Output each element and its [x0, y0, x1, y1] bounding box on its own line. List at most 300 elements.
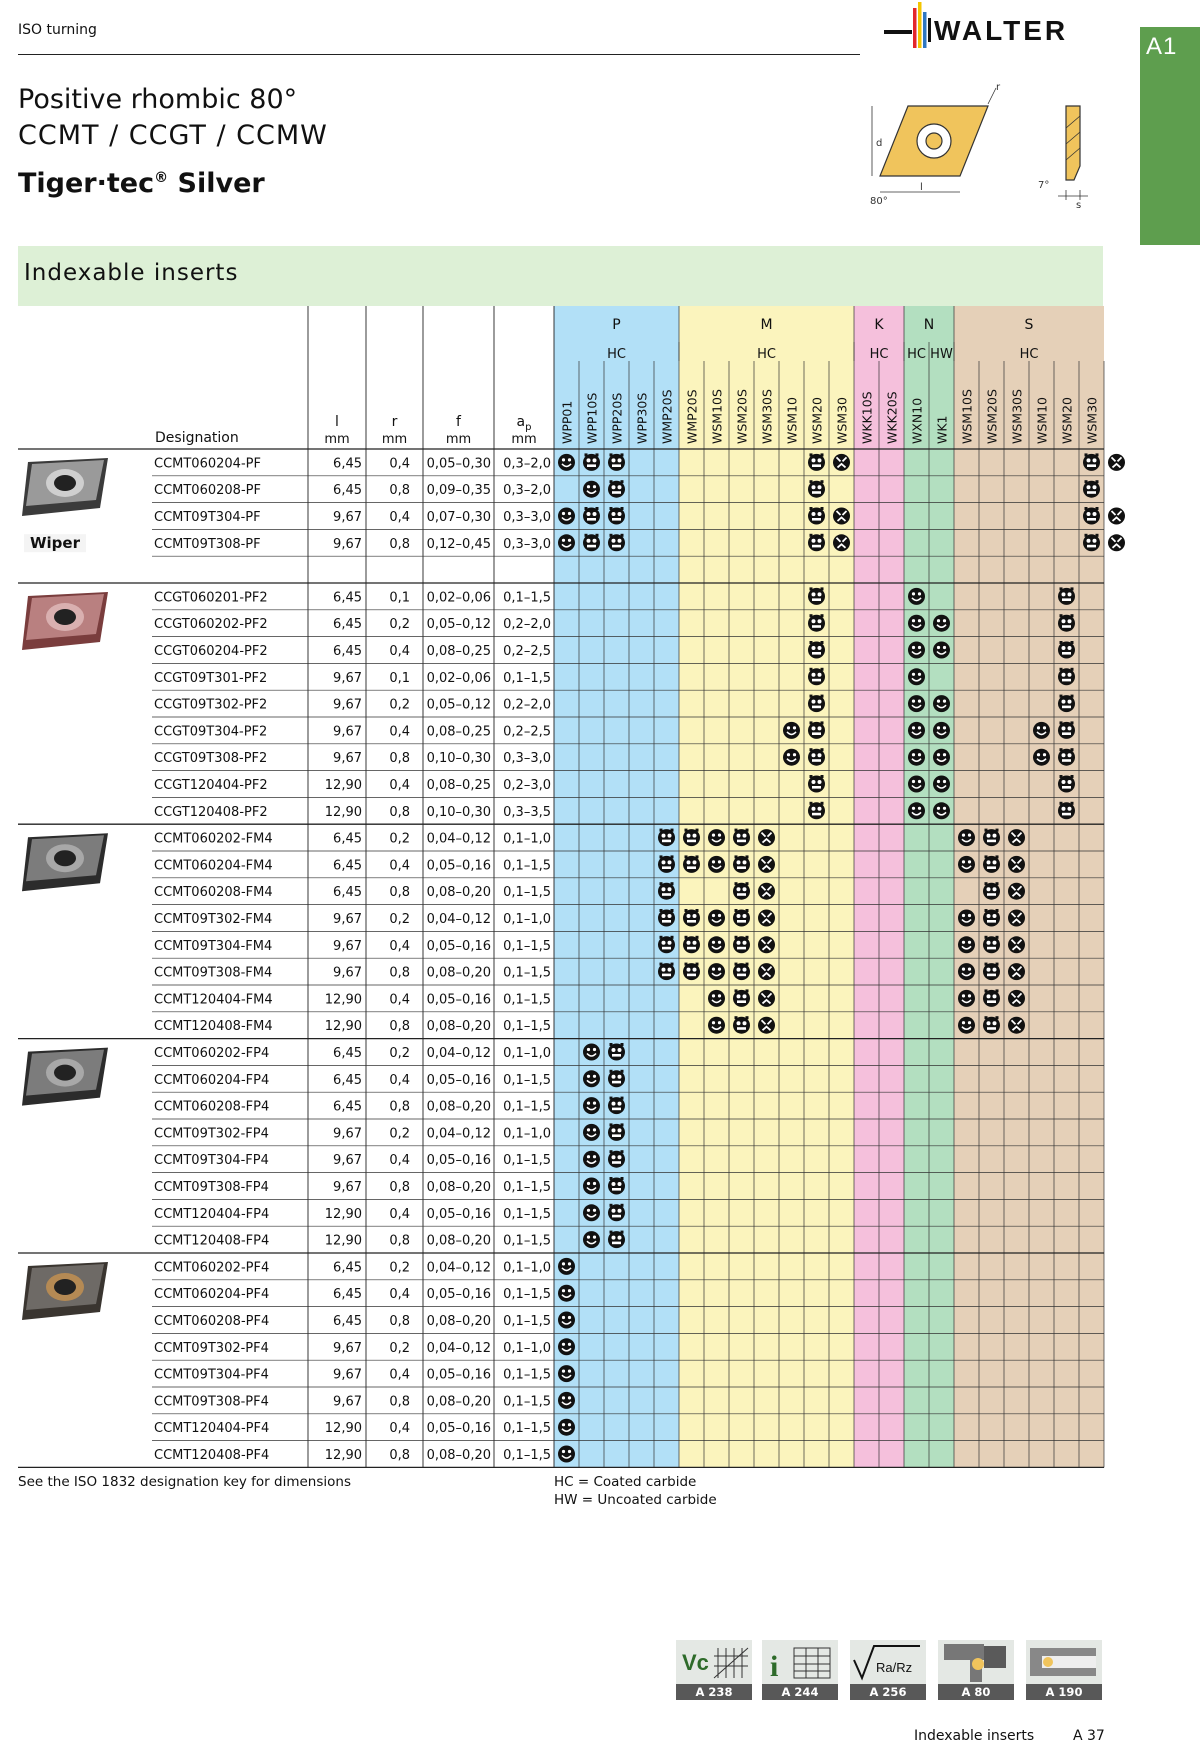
marker-eye — [737, 941, 741, 945]
dim-r-value: 0,4 — [389, 724, 410, 740]
dim-f-value: 0,04–0,12 — [426, 831, 491, 847]
marker-eye — [562, 1423, 565, 1426]
dim-r-value: 0,2 — [389, 1340, 410, 1356]
marker-disc — [933, 802, 950, 819]
insert-designation: CCMT09T308-FP4 — [154, 1180, 269, 1195]
marker-mouth — [612, 1054, 621, 1057]
marker-disc — [1058, 749, 1075, 766]
grade-primary-icon — [708, 936, 725, 953]
marker-disc — [1033, 749, 1050, 766]
marker-eye — [1037, 726, 1040, 729]
marker-eye — [662, 941, 666, 945]
marker-eye — [987, 994, 991, 998]
marker-disc — [708, 1017, 725, 1034]
dim-ap-value: 0,1–1,5 — [503, 1099, 551, 1115]
marker-eye — [612, 1102, 616, 1106]
marker-disc — [758, 990, 775, 1007]
insert-designation: CCGT09T302-PF2 — [154, 697, 268, 713]
dim-ap-value: 0,3–3,0 — [503, 751, 551, 767]
marker-ear — [735, 855, 738, 858]
marker-ear — [996, 1016, 999, 1019]
marker-eye — [912, 592, 915, 595]
marker-ear — [810, 695, 813, 698]
marker-eye — [993, 860, 997, 864]
insert-hole — [54, 850, 76, 866]
boring-bar-icon[interactable] — [1026, 1640, 1102, 1700]
marker-ear — [821, 721, 824, 724]
marker-ear — [746, 963, 749, 966]
marker-eye — [618, 458, 622, 462]
marker-disc — [958, 829, 975, 846]
marker-ear — [810, 721, 813, 724]
marker-disc — [1108, 454, 1125, 471]
grade-primary-icon — [583, 1178, 600, 1195]
marker-eye — [912, 726, 915, 729]
grade-secondary-icon — [808, 614, 825, 632]
grade-name: WSM20 — [809, 397, 825, 444]
marker-disc — [958, 963, 975, 980]
marker-mouth — [612, 1215, 621, 1218]
insert-designation: CCMT060204-PF — [154, 456, 261, 472]
marker-mouth — [1087, 545, 1096, 548]
marker-ear — [821, 587, 824, 590]
marker-ear — [610, 1043, 613, 1046]
marker-eye — [562, 1450, 565, 1453]
marker-disc — [733, 883, 750, 900]
dim-l-value: 9,67 — [333, 536, 362, 552]
marker-mouth — [812, 625, 821, 628]
marker-ear — [821, 614, 824, 617]
marker-disc — [658, 910, 675, 927]
marker-eye — [818, 673, 822, 677]
marker-mouth — [587, 464, 596, 467]
marker-eye — [818, 458, 822, 462]
grade-primary-icon — [558, 1338, 575, 1355]
marker-disc — [983, 990, 1000, 1007]
marker-eye — [593, 1236, 596, 1239]
grade-primary-icon — [558, 1365, 575, 1382]
marker-disc — [608, 534, 625, 551]
dim-ap-value: 0,3–2,0 — [503, 456, 551, 472]
grade-primary-icon — [783, 722, 800, 739]
marker-eye — [693, 968, 697, 972]
grade-secondary-icon — [683, 936, 700, 954]
marker-ear — [821, 534, 824, 537]
dim-r-value: 0,8 — [389, 1394, 410, 1410]
insert-designation: CCMT120408-FM4 — [154, 1019, 273, 1035]
marker-mouth — [612, 464, 621, 467]
marker-eye — [662, 834, 666, 838]
insert-designation: CCMT120404-FP4 — [154, 1206, 270, 1222]
marker-ear — [696, 963, 699, 966]
marker-eye — [712, 914, 715, 917]
dim-ap-value: 0,3–3,5 — [503, 804, 551, 820]
insert-photo-ccmt-fp4 — [22, 1048, 108, 1106]
marker-ear — [696, 855, 699, 858]
grade-primary-icon — [583, 1151, 600, 1168]
insert-photo-ccmt-pf4 — [22, 1262, 108, 1320]
marker-eye — [562, 512, 565, 515]
marker-eye — [918, 592, 921, 595]
grade-name: WPP30S — [634, 392, 650, 444]
marker-mouth — [737, 947, 746, 950]
marker-eye — [562, 1316, 565, 1319]
marker-ear — [1085, 453, 1088, 456]
grade-secondary-icon — [583, 453, 600, 471]
dim-r-value: 0,8 — [389, 751, 410, 767]
dim-l-value: 6,45 — [333, 617, 362, 633]
insert-hole — [54, 475, 76, 491]
grade-column-bg — [954, 306, 979, 1467]
marker-ear — [821, 641, 824, 644]
dim-ap-value: 0,2–2,5 — [503, 724, 551, 740]
marker-eye — [1068, 753, 1072, 757]
marker-eye — [962, 834, 965, 837]
vc-symbol: Vc — [682, 1650, 709, 1675]
dim-l-value: 12,90 — [324, 1019, 362, 1035]
marker-ear — [596, 453, 599, 456]
marker-ear — [671, 936, 674, 939]
angle-80-label: 80° — [870, 196, 888, 207]
grade-secondary-icon — [1058, 641, 1075, 659]
marker-disc — [708, 856, 725, 873]
material-group-label: M — [760, 317, 773, 333]
grade-secondary-icon — [733, 829, 750, 847]
marker-disc — [583, 1204, 600, 1221]
marker-disc — [908, 722, 925, 739]
dim-ap-value: 0,1–1,5 — [503, 1072, 551, 1088]
marker-disc — [908, 776, 925, 793]
marker-mouth — [1062, 598, 1071, 601]
marker-mouth — [612, 1161, 621, 1164]
grade-secondary-icon — [983, 829, 1000, 847]
marker-disc — [908, 749, 925, 766]
dim-l-value: 12,90 — [324, 992, 362, 1008]
grade-secondary-icon — [808, 721, 825, 739]
grade-secondary-icon — [1058, 668, 1075, 686]
marker-disc — [758, 856, 775, 873]
dim-r-value: 0,4 — [389, 1287, 410, 1303]
marker-disc — [608, 1070, 625, 1087]
l-label: l — [920, 182, 923, 193]
grade-tertiary-icon — [758, 936, 775, 953]
dim-l-value: 9,67 — [333, 724, 362, 740]
grade-secondary-icon — [608, 507, 625, 525]
grade-primary-icon — [708, 910, 725, 927]
marker-ear — [985, 909, 988, 912]
registered-mark: ® — [154, 170, 169, 186]
dim-f-value: 0,05–0,16 — [426, 1367, 491, 1383]
marker-ear — [735, 882, 738, 885]
marker-mouth — [812, 679, 821, 682]
marker-eye — [987, 968, 991, 972]
marker-ear — [1071, 775, 1074, 778]
marker-disc — [658, 936, 675, 953]
cutting-data-icon[interactable] — [676, 1640, 752, 1700]
marker-ear — [671, 882, 674, 885]
marker-disc — [908, 615, 925, 632]
grade-secondary-icon — [1058, 802, 1075, 820]
marker-eye — [1043, 726, 1046, 729]
dim-ap-value: 0,1–1,5 — [503, 590, 551, 606]
marker-eye — [1068, 673, 1072, 677]
marker-eye — [612, 485, 616, 489]
insert-designation: CCMT060208-PF4 — [154, 1314, 270, 1329]
marker-eye — [568, 1423, 571, 1426]
marker-eye — [962, 914, 965, 917]
marker-eye — [712, 860, 715, 863]
marker-ear — [746, 855, 749, 858]
marker-mouth — [812, 813, 821, 816]
dim-ap-value: 0,1–1,5 — [503, 858, 551, 874]
marker-eye — [812, 512, 816, 516]
grade-secondary-icon — [983, 989, 1000, 1007]
grade-secondary-icon — [608, 1150, 625, 1168]
marker-ear — [585, 534, 588, 537]
dim-ap-value: 0,1–1,0 — [503, 831, 551, 847]
grade-secondary-icon — [808, 668, 825, 686]
marker-disc — [1008, 829, 1025, 846]
marker-ear — [996, 909, 999, 912]
grade-primary-icon — [908, 776, 925, 793]
dim-l-value: 9,67 — [333, 1153, 362, 1169]
grade-tertiary-icon — [758, 990, 775, 1007]
marker-mouth — [1062, 813, 1071, 816]
marker-eye — [587, 539, 591, 543]
marker-disc — [808, 802, 825, 819]
marker-disc — [583, 1070, 600, 1087]
marker-eye — [1093, 539, 1097, 543]
grade-name: WSM30 — [834, 397, 850, 444]
dim-l-value: 9,67 — [333, 670, 362, 686]
marker-eye — [812, 592, 816, 596]
grade-secondary-icon — [733, 989, 750, 1007]
footer-section: Indexable inserts — [914, 1728, 1035, 1744]
dim-r-value: 0,4 — [389, 938, 410, 954]
insert-designation: CCMT060208-FP4 — [154, 1099, 270, 1115]
grade-secondary-icon — [733, 1016, 750, 1033]
marker-ear — [1071, 614, 1074, 617]
marker-eye — [943, 753, 946, 756]
marker-ear — [821, 507, 824, 510]
dim-l-value: 12,90 — [324, 1206, 362, 1222]
marker-disc — [683, 829, 700, 846]
insert-designation: CCMT09T308-FM4 — [154, 965, 273, 981]
dim-f-value: 0,09–0,35 — [426, 483, 491, 499]
grade-column-bg — [579, 306, 604, 1467]
grade-primary-icon — [908, 722, 925, 739]
marker-mouth — [662, 893, 671, 896]
marker-disc — [558, 1446, 575, 1463]
marker-ear — [621, 1070, 624, 1073]
grade-primary-icon — [958, 963, 975, 980]
marker-disc — [1058, 588, 1075, 605]
marker-eye — [912, 780, 915, 783]
grade-secondary-icon — [808, 775, 825, 793]
marker-disc — [658, 963, 675, 980]
grade-primary-icon — [558, 1419, 575, 1436]
marker-ear — [621, 480, 624, 483]
marker-ear — [660, 909, 663, 912]
dim-l-value: 12,90 — [324, 1448, 362, 1463]
insert-designation: CCMT060204-PF4 — [154, 1287, 270, 1303]
dim-f-value: 0,05–0,16 — [426, 858, 491, 874]
dim-l-value: 9,67 — [333, 965, 362, 981]
marker-eye — [1062, 726, 1066, 730]
marker-disc — [933, 615, 950, 632]
grade-secondary-icon — [608, 534, 625, 552]
marker-eye — [562, 539, 565, 542]
marker-disc — [983, 883, 1000, 900]
info-icon[interactable] — [762, 1640, 838, 1700]
insert-designation: CCMT060204-FP4 — [154, 1072, 270, 1088]
marker-eye — [818, 512, 822, 516]
grade-name: WK1 — [934, 415, 950, 444]
marker-eye — [968, 914, 971, 917]
coating-label: HC — [869, 347, 889, 362]
marker-disc — [608, 1124, 625, 1141]
marker-eye — [818, 539, 822, 543]
dim-l-value: 12,90 — [324, 778, 362, 793]
marker-ear — [1071, 802, 1074, 805]
marker-eye — [718, 834, 721, 837]
logo-text: WALTER — [934, 15, 1069, 46]
grade-secondary-icon — [683, 855, 700, 873]
marker-ear — [685, 963, 688, 966]
grade-column-bg — [1029, 306, 1054, 1467]
marker-eye — [587, 1075, 590, 1078]
dim-l-value: 9,67 — [333, 912, 362, 927]
insert-designation: CCGT060202-PF2 — [154, 617, 268, 633]
marker-ear — [1071, 668, 1074, 671]
dim-l-value: 9,67 — [333, 751, 362, 767]
marker-disc — [758, 936, 775, 953]
dim-ap-value: 0,1–1,0 — [503, 1260, 551, 1276]
grade-column-bg — [779, 306, 804, 1467]
marker-disc — [1058, 802, 1075, 819]
marker-eye — [743, 887, 747, 891]
marker-ear — [746, 1016, 749, 1019]
grade-secondary-icon — [733, 936, 750, 954]
marker-eye — [718, 914, 721, 917]
marker-eye — [1087, 539, 1091, 543]
coating-label: HC — [757, 347, 776, 362]
marker-ear — [985, 855, 988, 858]
marker-eye — [1062, 780, 1066, 784]
dim-r-value: 0,8 — [389, 804, 410, 820]
grade-column-bg — [604, 306, 629, 1467]
insert-designation: CCGT09T301-PF2 — [154, 670, 268, 686]
grade-secondary-icon — [583, 507, 600, 525]
insert-designation: CCGT09T304-PF2 — [154, 724, 268, 740]
marker-disc — [1058, 642, 1075, 659]
marker-disc — [983, 1017, 1000, 1034]
marker-disc — [733, 910, 750, 927]
material-group-label: N — [923, 317, 935, 333]
marker-disc — [908, 668, 925, 685]
grade-name: WPP10S — [584, 392, 600, 444]
dim-r-value: 0,8 — [389, 1180, 410, 1195]
dim-r-value: 0,4 — [389, 644, 410, 659]
grade-tertiary-icon — [758, 1017, 775, 1034]
grade-secondary-icon — [808, 695, 825, 713]
dim-l-value: 6,45 — [333, 831, 362, 847]
grade-primary-icon — [933, 615, 950, 632]
marker-disc — [1083, 454, 1100, 471]
marker-eye — [793, 753, 796, 756]
marker-eye — [818, 780, 822, 784]
marker-eye — [587, 1182, 590, 1185]
marker-eye — [618, 1075, 622, 1079]
marker-eye — [687, 834, 691, 838]
marker-eye — [1043, 753, 1046, 756]
marker-mouth — [687, 866, 696, 869]
dim-unit: mm — [511, 432, 537, 447]
marker-eye — [593, 1102, 596, 1105]
grade-primary-icon — [558, 1446, 575, 1463]
marker-disc — [808, 534, 825, 551]
insert-designation: CCMT09T308-PF — [154, 536, 261, 552]
marker-disc — [808, 722, 825, 739]
dim-unit: mm — [381, 432, 408, 447]
grade-secondary-icon — [608, 1231, 625, 1249]
marker-mouth — [987, 1027, 996, 1030]
marker-eye — [737, 968, 741, 972]
marker-ear — [671, 909, 674, 912]
grade-tertiary-icon — [1008, 856, 1025, 873]
insert-designation: CCMT09T308-PF4 — [154, 1394, 269, 1410]
grade-column-bg — [879, 306, 904, 1467]
grade-secondary-icon — [1058, 748, 1075, 766]
grade-secondary-icon — [683, 829, 700, 847]
marker-eye — [737, 914, 741, 918]
grade-secondary-icon — [608, 1097, 625, 1115]
surface-roughness-icon[interactable] — [850, 1640, 926, 1700]
marker-eye — [712, 994, 715, 997]
marker-eye — [1062, 592, 1066, 596]
marker-eye — [693, 860, 697, 864]
grade-secondary-icon — [983, 855, 1000, 873]
marker-mouth — [1062, 732, 1071, 735]
marker-eye — [962, 1021, 965, 1024]
marker-mouth — [1062, 652, 1071, 655]
marker-eye — [593, 458, 597, 462]
marker-ear — [610, 1204, 613, 1207]
marker-disc — [833, 454, 850, 471]
marker-eye — [618, 485, 622, 489]
marker-mouth — [687, 974, 696, 977]
marker-disc — [583, 1231, 600, 1248]
marker-eye — [668, 968, 672, 972]
grade-secondary-icon — [808, 587, 825, 605]
marker-disc — [983, 936, 1000, 953]
marker-eye — [612, 1182, 616, 1186]
product-line-suffix: Silver — [168, 168, 265, 199]
dim-l-value: 6,45 — [333, 590, 362, 606]
marker-eye — [912, 646, 915, 649]
marker-disc — [933, 695, 950, 712]
marker-disc — [708, 963, 725, 980]
grade-tertiary-icon — [1108, 454, 1125, 471]
dim-f-value: 0,08–0,20 — [426, 885, 491, 901]
marker-mouth — [737, 974, 746, 977]
grade-tertiary-icon — [1008, 990, 1025, 1007]
marker-disc — [708, 990, 725, 1007]
toolholder-icon[interactable] — [938, 1640, 1014, 1700]
marker-eye — [587, 458, 591, 462]
designation-header: Designation — [155, 430, 239, 446]
grade-name: WSM20 — [1059, 397, 1075, 444]
